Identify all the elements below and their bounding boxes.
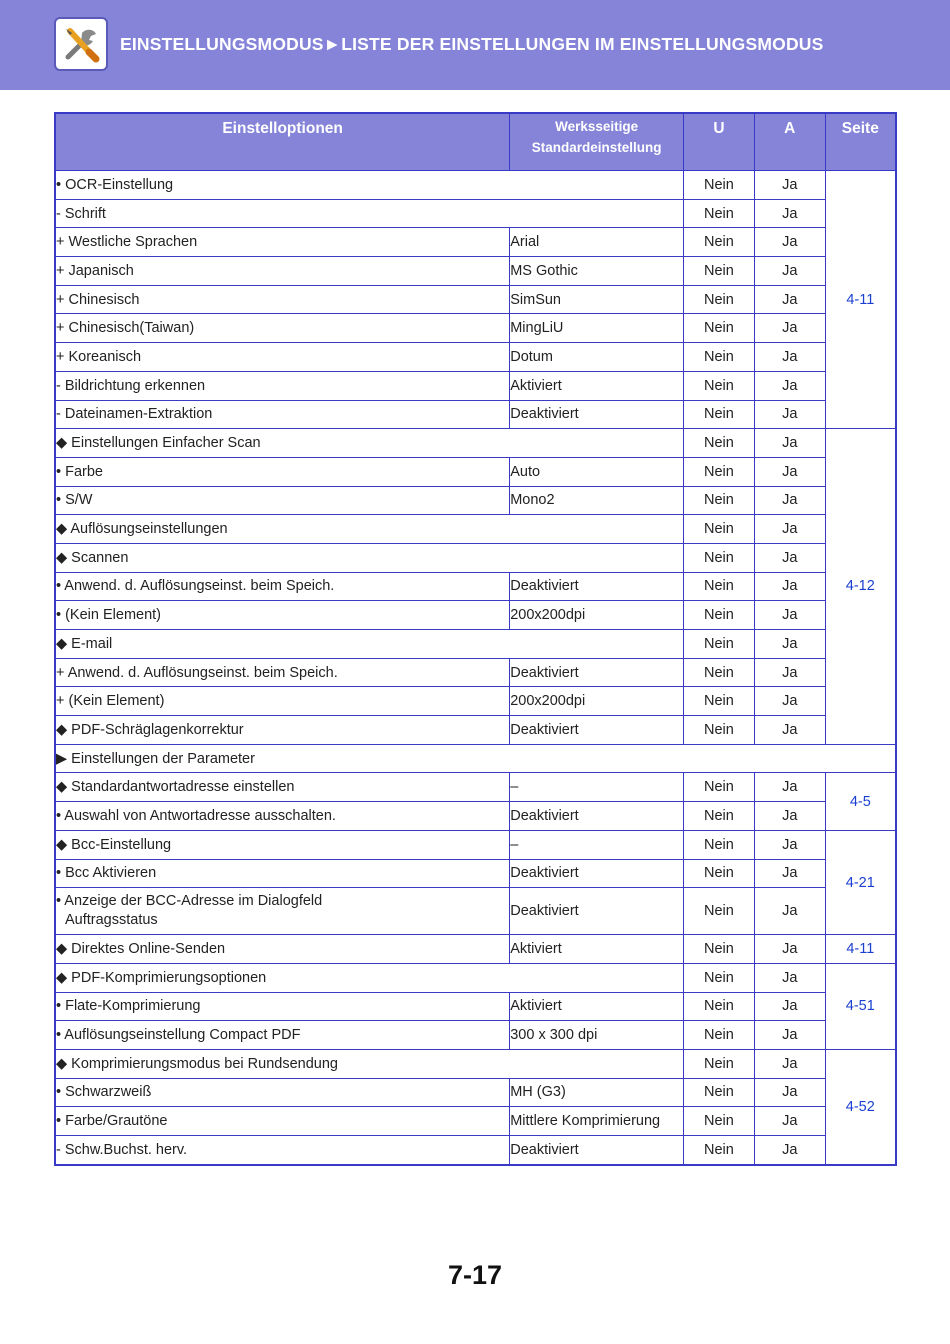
default-value: Deaktiviert [510, 1136, 684, 1165]
u-cell: Nein [684, 257, 755, 286]
table-row [55, 1021, 896, 1050]
table-row [55, 830, 896, 859]
table-row [55, 1107, 896, 1136]
a-cell: Ja [754, 658, 825, 687]
option-label: + Japanisch [55, 257, 510, 286]
default-value: Mittlere Komprimierung [510, 1107, 684, 1136]
column-header-a: A [754, 113, 825, 171]
option-label: • Auswahl von Antwortadresse ausschalten. [55, 802, 510, 831]
page-ref-link[interactable]: 4-11 [825, 935, 896, 964]
a-cell: Ja [754, 400, 825, 429]
option-label: ◆ Standardantwortadresse einstellen [55, 773, 510, 802]
option-label: + Koreanisch [55, 343, 510, 372]
option-label: • (Kein Element) [55, 601, 510, 630]
table-row [55, 630, 896, 659]
default-value: Aktiviert [510, 371, 684, 400]
table-row [55, 1078, 896, 1107]
a-cell: Ja [754, 199, 825, 228]
default-value: MS Gothic [510, 257, 684, 286]
table-row [55, 601, 896, 630]
page-ref-link[interactable]: 4-52 [825, 1049, 896, 1164]
option-label: • Bcc Aktivieren [55, 859, 510, 888]
default-value: – [510, 830, 684, 859]
table-row [55, 285, 896, 314]
option-label: • Schwarzweiß [55, 1078, 510, 1107]
u-cell: Nein [684, 687, 755, 716]
a-cell: Ja [754, 314, 825, 343]
a-cell: Ja [754, 859, 825, 888]
column-header-options: Einstelloptionen [55, 113, 510, 171]
settings-logo [54, 17, 108, 71]
section-label: ▶ Einstellungen der Parameter [55, 744, 896, 773]
table-row [55, 1136, 896, 1165]
a-cell: Ja [754, 343, 825, 372]
page-ref-link[interactable]: 4-21 [825, 830, 896, 934]
u-cell: Nein [684, 1078, 755, 1107]
default-value: Deaktiviert [510, 888, 684, 935]
default-value: Arial [510, 228, 684, 257]
u-cell: Nein [684, 429, 755, 458]
table-row [55, 658, 896, 687]
table-row [55, 171, 896, 200]
option-label: - Bildrichtung erkennen [55, 371, 510, 400]
default-value: Deaktiviert [510, 400, 684, 429]
page-ref-link[interactable]: 4-5 [825, 773, 896, 830]
default-value: MH (G3) [510, 1078, 684, 1107]
column-header-page: Seite [825, 113, 896, 171]
u-cell: Nein [684, 601, 755, 630]
default-value: Aktiviert [510, 992, 684, 1021]
option-label: + Chinesisch(Taiwan) [55, 314, 510, 343]
table-row [55, 773, 896, 802]
u-cell: Nein [684, 658, 755, 687]
table-row [55, 257, 896, 286]
option-label: - Schw.Buchst. herv. [55, 1136, 510, 1165]
option-label: ◆ Direktes Online-Senden [55, 935, 510, 964]
option-label: • Farbe [55, 457, 510, 486]
default-value: – [510, 773, 684, 802]
a-cell: Ja [754, 830, 825, 859]
u-cell: Nein [684, 457, 755, 486]
table-row [55, 457, 896, 486]
table-row [55, 400, 896, 429]
page-ref-link[interactable]: 4-12 [825, 429, 896, 745]
a-cell: Ja [754, 486, 825, 515]
table-row [55, 802, 896, 831]
option-label: ◆ PDF-Schräglagenkorrektur [55, 716, 510, 745]
u-cell: Nein [684, 400, 755, 429]
option-label: • Anwend. d. Auflösungseinst. beim Speich. [55, 572, 510, 601]
u-cell: Nein [684, 199, 755, 228]
a-cell: Ja [754, 1049, 825, 1078]
u-cell: Nein [684, 1107, 755, 1136]
u-cell: Nein [684, 314, 755, 343]
u-cell: Nein [684, 859, 755, 888]
option-label: ◆ Scannen [55, 543, 684, 572]
a-cell: Ja [754, 773, 825, 802]
default-value: Dotum [510, 343, 684, 372]
a-cell: Ja [754, 888, 825, 935]
a-cell: Ja [754, 716, 825, 745]
default-value: 200x200dpi [510, 687, 684, 716]
u-cell: Nein [684, 716, 755, 745]
a-cell: Ja [754, 992, 825, 1021]
a-cell: Ja [754, 257, 825, 286]
default-value: Auto [510, 457, 684, 486]
u-cell: Nein [684, 1021, 755, 1050]
u-cell: Nein [684, 830, 755, 859]
table-row [55, 371, 896, 400]
option-label: + (Kein Element) [55, 687, 510, 716]
u-cell: Nein [684, 773, 755, 802]
option-label: - Schrift [55, 199, 684, 228]
table-row [55, 572, 896, 601]
a-cell: Ja [754, 630, 825, 659]
page-title: EINSTELLUNGSMODUS►LISTE DER EINSTELLUNGEN IM EINSTELLUNGSMODUS [120, 34, 824, 54]
u-cell: Nein [684, 171, 755, 200]
default-value: 300 x 300 dpi [510, 1021, 684, 1050]
u-cell: Nein [684, 630, 755, 659]
u-cell: Nein [684, 515, 755, 544]
option-label: ◆ E-mail [55, 630, 684, 659]
table-row [55, 935, 896, 964]
column-header-u: U [684, 113, 755, 171]
table-row [55, 486, 896, 515]
a-cell: Ja [754, 228, 825, 257]
a-cell: Ja [754, 687, 825, 716]
a-cell: Ja [754, 1078, 825, 1107]
u-cell: Nein [684, 343, 755, 372]
default-value: Deaktiviert [510, 716, 684, 745]
a-cell: Ja [754, 371, 825, 400]
u-cell: Nein [684, 572, 755, 601]
u-cell: Nein [684, 1049, 755, 1078]
a-cell: Ja [754, 1136, 825, 1165]
column-header-default: Werksseitige Standardeinstellung [510, 113, 684, 171]
table-header-row [55, 113, 896, 171]
option-label: • OCR-Einstellung [55, 171, 684, 200]
settings-table [54, 112, 897, 1166]
page-ref-link[interactable]: 4-11 [825, 171, 896, 429]
a-cell: Ja [754, 1021, 825, 1050]
option-label: ◆ Einstellungen Einfacher Scan [55, 429, 684, 458]
option-label: + Westliche Sprachen [55, 228, 510, 257]
a-cell: Ja [754, 1107, 825, 1136]
default-value: SimSun [510, 285, 684, 314]
a-cell: Ja [754, 572, 825, 601]
u-cell: Nein [684, 371, 755, 400]
default-value: Deaktiviert [510, 658, 684, 687]
table-row [55, 1049, 896, 1078]
option-label: ◆ Komprimierungsmodus bei Rundsendung [55, 1049, 684, 1078]
option-label: + Anwend. d. Auflösungseinst. beim Speich. [55, 658, 510, 687]
option-label: • Farbe/Grautöne [55, 1107, 510, 1136]
option-label: + Chinesisch [55, 285, 510, 314]
option-label: • Anzeige der BCC-Adresse im Dialogfeld Auftragsstatus [55, 888, 510, 935]
default-value: Deaktiviert [510, 572, 684, 601]
table-row [55, 687, 896, 716]
table-row [55, 992, 896, 1021]
option-label: • S/W [55, 486, 510, 515]
u-cell: Nein [684, 543, 755, 572]
a-cell: Ja [754, 285, 825, 314]
default-value: Mono2 [510, 486, 684, 515]
table-row [55, 963, 896, 992]
default-value: Deaktiviert [510, 802, 684, 831]
option-label: ◆ PDF-Komprimierungsoptionen [55, 963, 684, 992]
table-row [55, 199, 896, 228]
u-cell: Nein [684, 992, 755, 1021]
u-cell: Nein [684, 888, 755, 935]
u-cell: Nein [684, 963, 755, 992]
a-cell: Ja [754, 543, 825, 572]
table-row [55, 515, 896, 544]
table-row [55, 888, 896, 935]
a-cell: Ja [754, 457, 825, 486]
a-cell: Ja [754, 515, 825, 544]
table-row [55, 228, 896, 257]
a-cell: Ja [754, 429, 825, 458]
default-value: 200x200dpi [510, 601, 684, 630]
section-row [55, 744, 896, 773]
option-label: • Flate-Komprimierung [55, 992, 510, 1021]
option-label: - Dateinamen-Extraktion [55, 400, 510, 429]
page-header [0, 0, 950, 90]
u-cell: Nein [684, 935, 755, 964]
table-row [55, 716, 896, 745]
default-value: Aktiviert [510, 935, 684, 964]
u-cell: Nein [684, 228, 755, 257]
a-cell: Ja [754, 935, 825, 964]
option-label: ◆ Bcc-Einstellung [55, 830, 510, 859]
default-value: MingLiU [510, 314, 684, 343]
u-cell: Nein [684, 802, 755, 831]
option-label: • Auflösungseinstellung Compact PDF [55, 1021, 510, 1050]
a-cell: Ja [754, 171, 825, 200]
u-cell: Nein [684, 285, 755, 314]
table-row [55, 343, 896, 372]
u-cell: Nein [684, 1136, 755, 1165]
table-row [55, 543, 896, 572]
table-row [55, 429, 896, 458]
default-value: Deaktiviert [510, 859, 684, 888]
page-number: 7-17 [447, 1260, 503, 1290]
u-cell: Nein [684, 486, 755, 515]
a-cell: Ja [754, 963, 825, 992]
table-row [55, 859, 896, 888]
option-label: ◆ Auflösungseinstellungen [55, 515, 684, 544]
a-cell: Ja [754, 802, 825, 831]
a-cell: Ja [754, 601, 825, 630]
table-row [55, 314, 896, 343]
page-ref-link[interactable]: 4-51 [825, 963, 896, 1049]
